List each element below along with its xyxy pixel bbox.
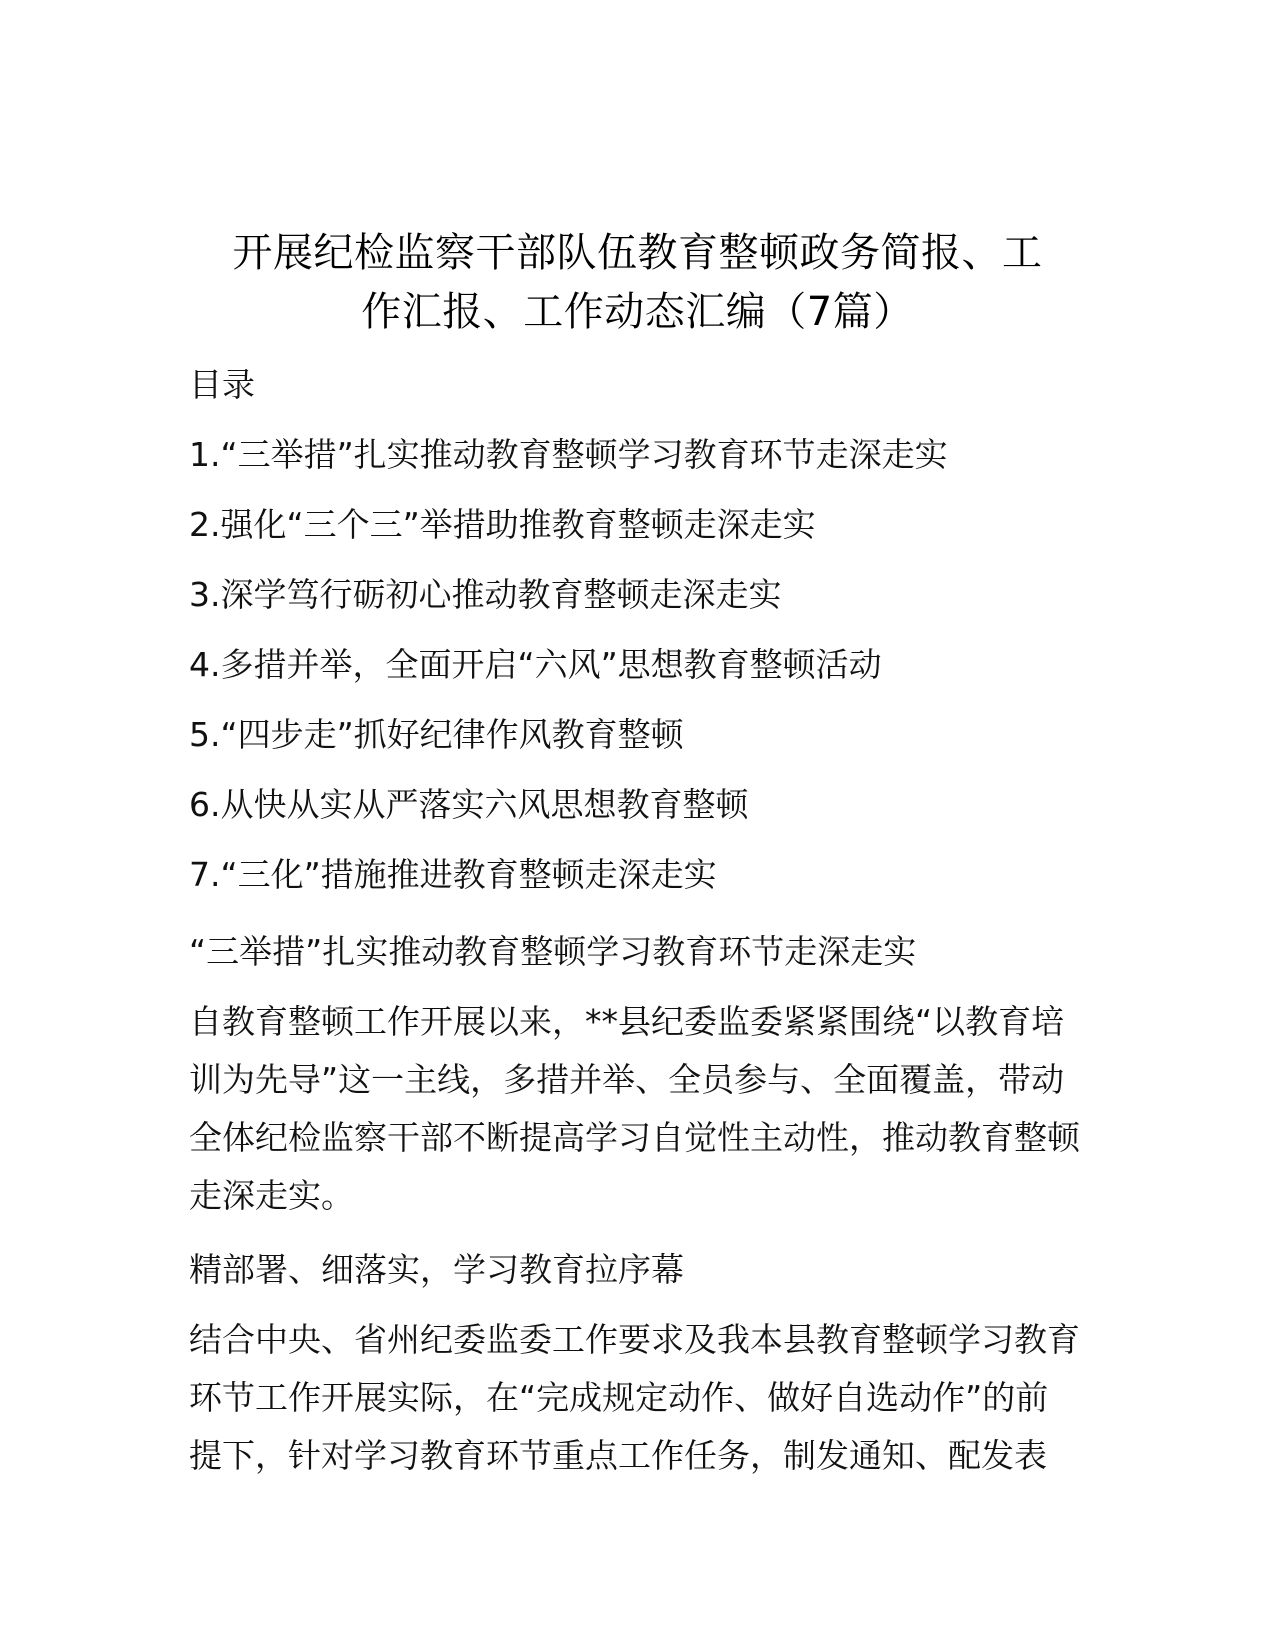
body-line-2: 环节工作开展实际，在“完成规定动作、做好自选动作”的前 [189, 1378, 1049, 1417]
intro-paragraph [189, 993, 1089, 1225]
intro-line-4: 走深走实。 [189, 1176, 354, 1215]
body-line-1: 结合中央、省州纪委监委工作要求及我本县教育整顿学习教育 [189, 1320, 1080, 1359]
document-title [185, 224, 1090, 342]
toc-item-6: 6.从快从实从严落实六风思想教育整顿 [189, 785, 749, 824]
section-heading: “三举措”扎实推动教育整顿学习教育环节走深走实 [189, 932, 917, 971]
toc-heading: 目录 [189, 365, 255, 404]
intro-line-1: 自教育整顿工作开展以来，**县纪委监委紧紧围绕“以教育培 [189, 1002, 1065, 1041]
toc-item-4: 4.多措并举，全面开启“六风”思想教育整顿活动 [189, 645, 882, 684]
toc-item-2: 2.强化“三个三”举措助推教育整顿走深走实 [189, 505, 816, 544]
title-line-1: 开展纪检监察干部队伍教育整顿政务简报、工 [232, 230, 1043, 276]
toc-item-3: 3.深学笃行砺初心推动教育整顿走深走实 [189, 575, 782, 614]
toc-item-5: 5.“四步走”抓好纪律作风教育整顿 [189, 715, 684, 754]
body-paragraph [189, 1311, 1089, 1485]
intro-line-3: 全体纪检监察干部不断提高学习自觉性主动性，推动教育整顿 [189, 1118, 1080, 1157]
subsection-heading: 精部署、细落实，学习教育拉序幕 [189, 1250, 684, 1289]
toc-item-1: 1.“三举措”扎实推动教育整顿学习教育环节走深走实 [189, 435, 948, 474]
toc-item-7: 7.“三化”措施推进教育整顿走深走实 [189, 855, 717, 894]
intro-line-2: 训为先导”这一主线，多措并举、全员参与、全面覆盖，带动 [189, 1060, 1065, 1099]
title-line-2: 作汇报、工作动态汇编（7篇） [361, 289, 914, 335]
body-line-3: 提下，针对学习教育环节重点工作任务，制发通知、配发表 [189, 1436, 1047, 1475]
